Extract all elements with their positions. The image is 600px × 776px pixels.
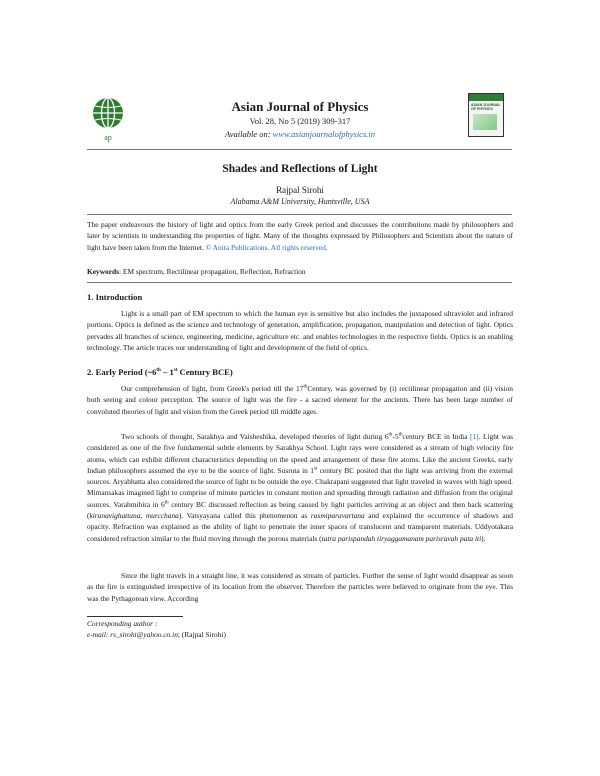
early-period-paragraph-2: Two schools of thought, Sarakhya and Vaisheshika, developed theories of light during 6th-5thcentury BCE in India [1]. Light was considered as one of the five fundamental subtle elements by Sarakhya School. Light rays were considered as a stream of high velocity fire atoms, which can exhibit different characteristics depending on the speed and arrangement of these fire atoms. Like the ancient Greeks, early Indian philosophers assumed the eye to be the source of light. Susruta in 1st century BC posited that the light was arriving from the external sources. Aryabhatta also considered the source of light to be outside the eye. Chakrapani suggested that light traveled in waves with high speed. Mimansakas imagined light to comprise of minute particles in constant motion and spreading through radiation and diffusion from the original sources. Varahmihira in 6th century BC discussed reflection as being caused by light particles arriving at an object and then back scattering (kiranavighattana, murcchana). Vatsyayana called this phenomenon as rasmiparavartana and explained the occurrence of shadows and opacity. Refraction was explained as the ability of light to penetrate the inner spaces of translucent and transparent materials. Uddyotakara considered refraction similar to the fluid moving through the porous materials (tatra parispandah tiryaggamanam parisravah pata iti). (87, 432, 513, 543)
publisher-logo-text: ap (104, 133, 112, 142)
reference-link[interactable]: [1] (469, 432, 479, 441)
keywords (87, 266, 513, 277)
author-email: e-mail: rs_sirohi@yahoo.co.in (87, 630, 178, 639)
journal-volume: Vol. 28, No 5 (2019) 309-317 (249, 116, 351, 126)
section-heading-early-period: 2. Early Period (~6th – 1st Century BCE) (87, 367, 233, 377)
footnote-rule (87, 616, 183, 617)
cover-image (473, 114, 497, 130)
journal-url-link[interactable]: www.asianjournalofphysics.in (272, 129, 375, 139)
early-period-paragraph-1: Our comprehension of light, from Greek's period till the 17thCentury, was governed by (i) rectilinear propagation and (ii) vision both seeing and colour perception. The source of light was the fire - a sacred element for the ancients. There has been large number of convoluted theories of light and vision from the Greek period till middle ages. (87, 384, 513, 416)
corresponding-author-label: Corresponding author : (87, 619, 158, 628)
abstract-top-rule (87, 214, 512, 215)
available-label: Available on: (224, 129, 271, 139)
author-name: ; (Rajpal Sirohi) (177, 630, 226, 639)
abstract-text: The paper endeavours the history of light and optics from the early Greek period and discusses the contributions made by philosophers and later by scientists in understanding the properties of light. Many of the thoughts expressed by Philosophers and Scientists about the nature of light have been taken from the Internet. (87, 220, 513, 252)
cover-band (469, 94, 503, 101)
intro-paragraph: Light is a small part of EM spectrum to which the human eye is sensitive but also includes the juxtaposed ultraviolet and infrared portions. Optics is defined as the science and technology of generation, amplification, propagation, manipulation and detection of light. Optics pervades all branches of science, engineering, medicine, agriculture etc. and enables technologies in the respective fields. Optics is an enabling technology. The article traces our understanding of light and development of the field of optics. (87, 309, 513, 352)
copyright-link[interactable]: © Anita Publications. All rights reserved. (205, 242, 328, 252)
abstract-bottom-rule (87, 282, 512, 283)
keywords-label: Keywords (87, 267, 120, 276)
header-rule (87, 149, 512, 150)
journal-availability (0, 129, 600, 139)
keywords-text: : EM spectrum, Rectilinear propagation, Reflection, Refraction (119, 267, 306, 276)
section-heading-introduction: 1. Introduction (87, 292, 143, 302)
abstract (87, 219, 513, 253)
early-period-paragraph-3: Since the light travels in a straight line, it was considered as stream of particles. Further the sense of light would disappear as soon as the fire is extinguished irrespective of its location from the observer. Therefore the particles were believed to originate from the eye. This was the Pythagorean view. According (87, 571, 513, 603)
journal-cover-thumbnail (468, 93, 504, 137)
paper-title: Shades and Reflections of Light (222, 163, 378, 175)
cover-title: ASIAN JOURNAL OF PHYSICS (471, 103, 501, 111)
footnote (87, 618, 226, 640)
paper-affiliation: Alabama A&M University, Huntsville, USA (230, 197, 370, 206)
journal-title: Asian Journal of Physics (231, 99, 369, 114)
paper-author: Rajpal Sirohi (276, 185, 324, 195)
